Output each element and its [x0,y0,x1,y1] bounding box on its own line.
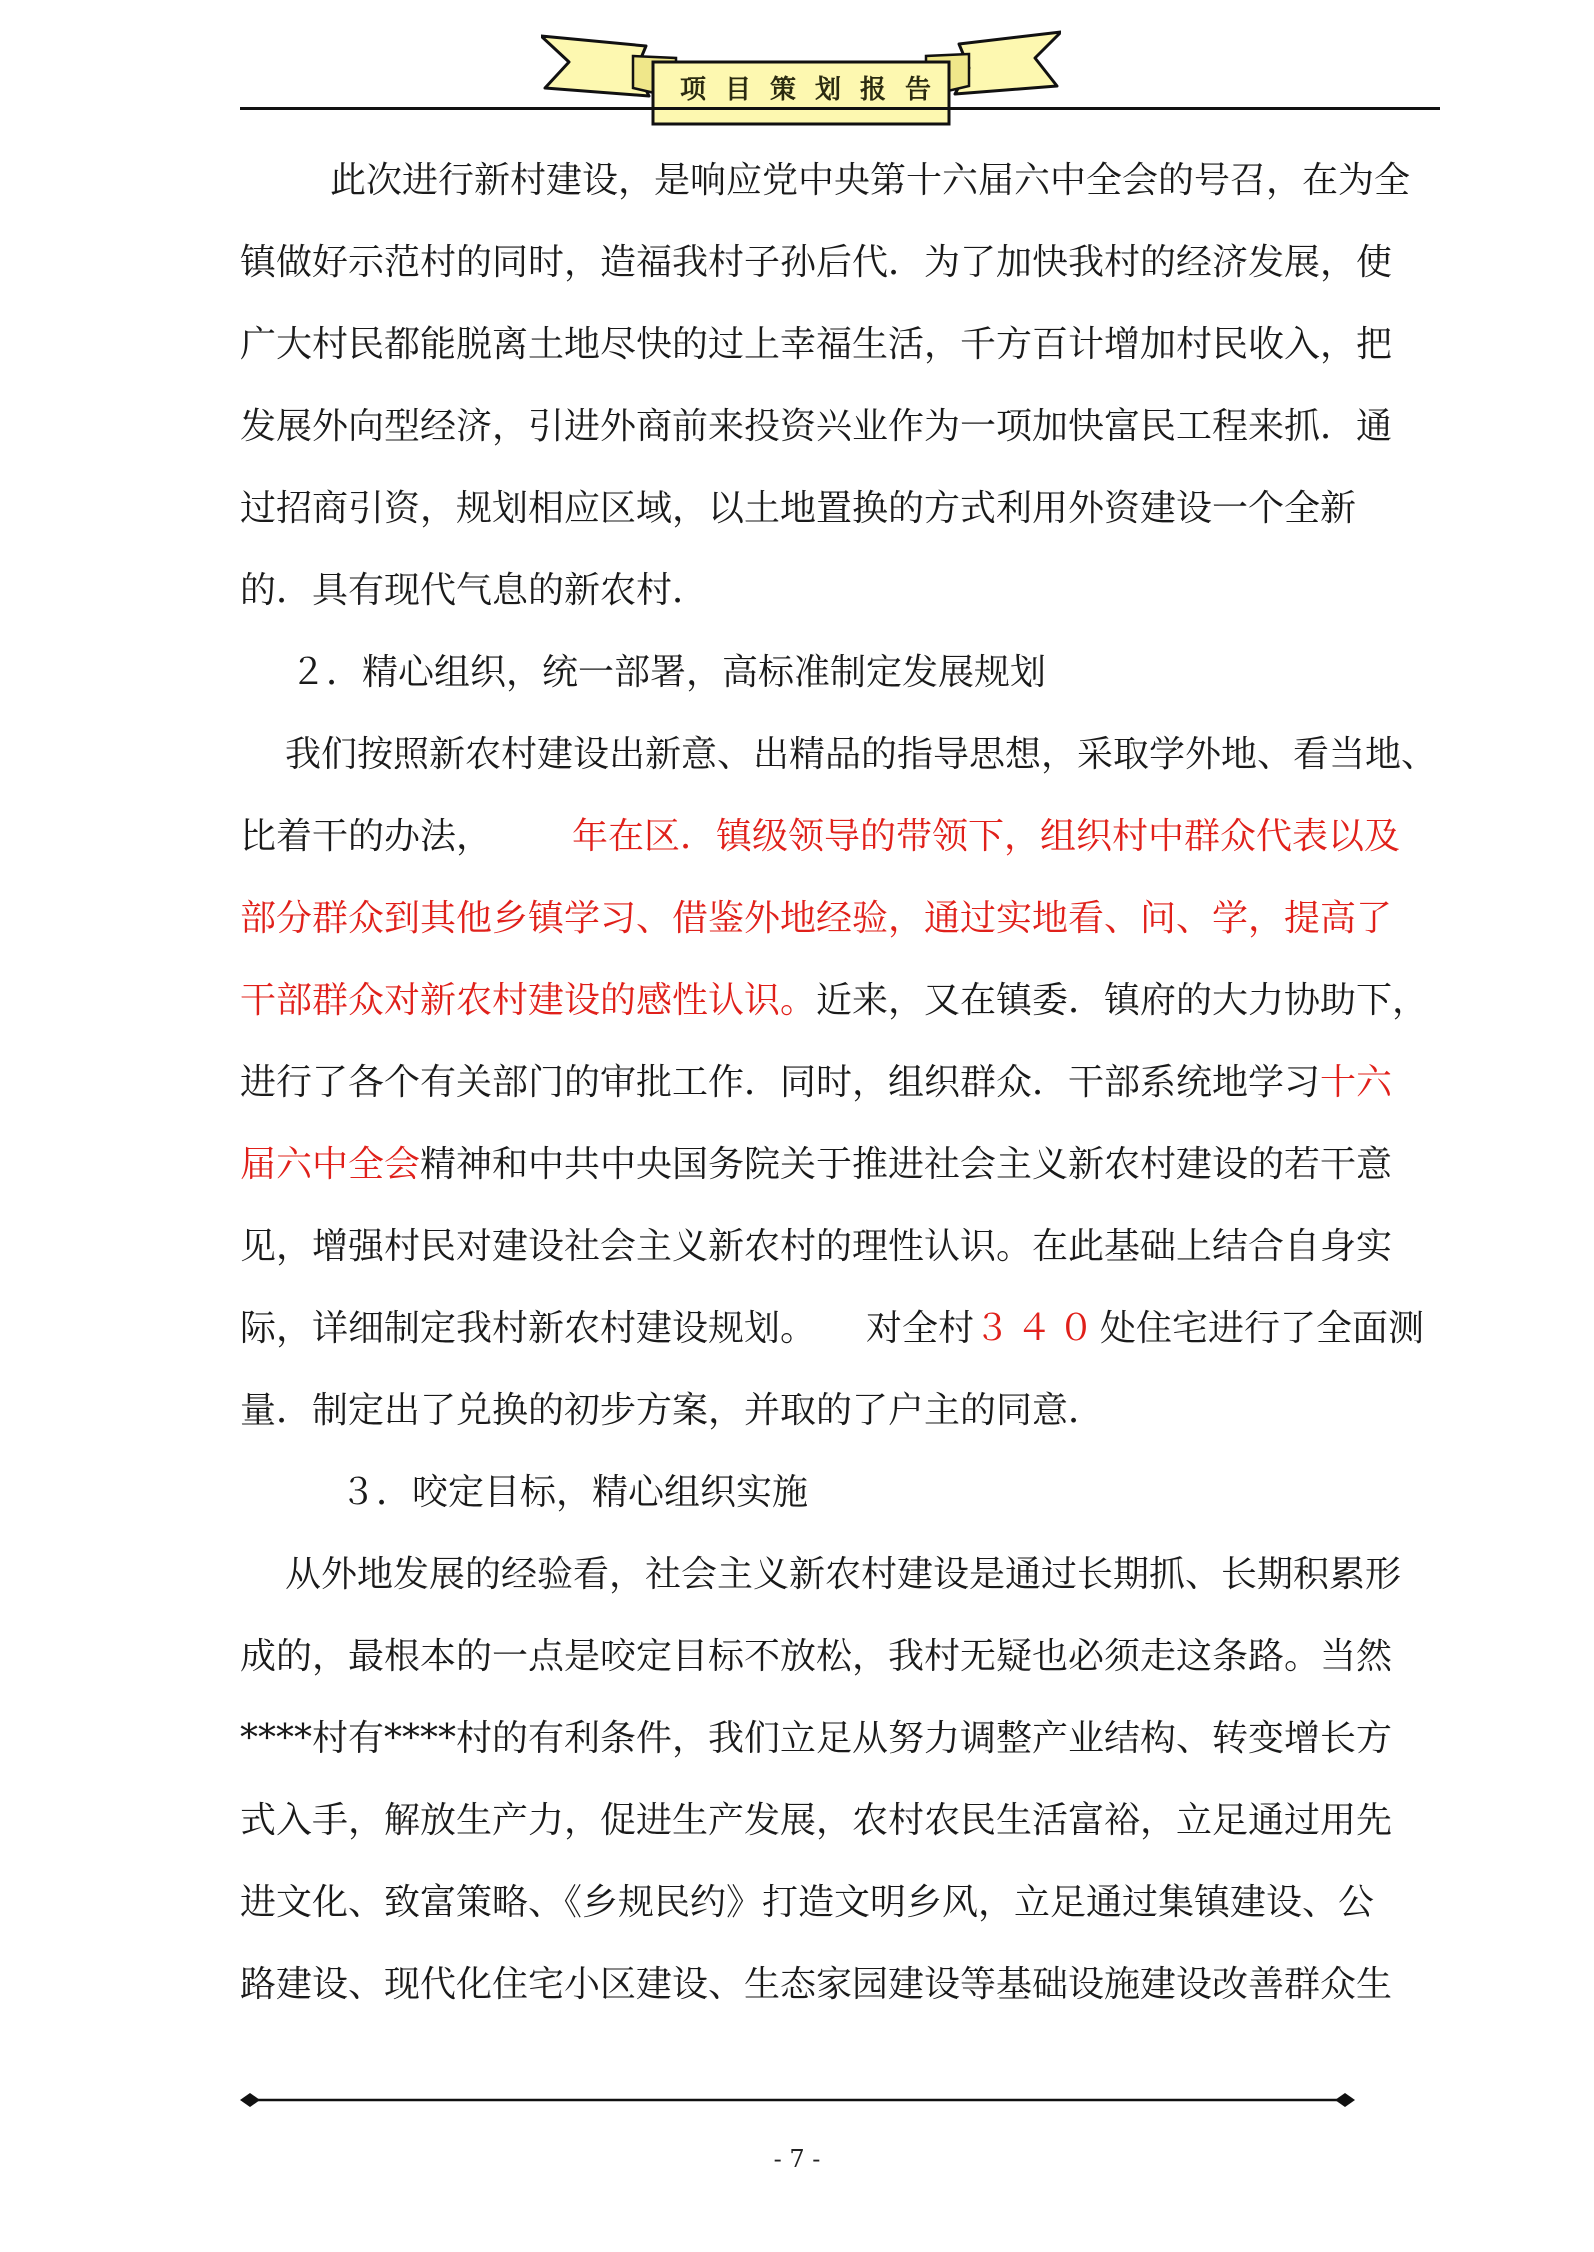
highlighted-text: 十六 [1320,1062,1393,1103]
section-heading-3: ３．咬定目标，精心组织实施 [340,1472,809,1513]
text-line [240,960,1440,1042]
text-line: 见，增强村民对建设社会主义新农村的理性认识。在此基础上结合自身实 [240,1226,1393,1267]
text-line: 我们按照新农村建设出新意、出精品的指导思想，采取学外地、看当地、 [285,734,1438,775]
section-heading-2: ２．精心组织，统一部署，高标准制定发展规划 [290,652,1047,693]
page-number: - 7 - [773,2145,821,2173]
text-line: 广大村民都能脱离土地尽快的过上幸福生活，千方百计增加村民收入，把 [240,324,1393,365]
text-span: 进行了各个有关部门的审批工作．同时，组织群众．干部系统地学习 [240,1062,1321,1103]
text-span: 对全村 [866,1308,975,1349]
text-line: 此次进行新村建设，是响应党中央第十六届六中全会的号召，在为全 [330,160,1411,201]
highlighted-number: ３４０ [974,1308,1101,1349]
text-line [240,1124,1440,1206]
footer-rule [240,2090,1355,2110]
text-line: 量．制定出了兑换的初步方案，并取的了户主的同意． [240,1390,1105,1431]
text-span: 近来，又在镇委．镇府的大力协助下， [816,980,1429,1021]
paragraph-1 [240,140,1440,632]
highlighted-text: 干部群众对新农村建设的感性认识。 [240,980,817,1021]
header-title: 项目策划报告 [680,75,951,105]
text-line: 路建设、现代化住宅小区建设、生态家园建设等基础设施建设改善群众生 [240,1964,1393,2005]
highlighted-text-line: 部分群众到其他乡镇学习、借鉴外地经验，通过实地看、问、学，提高了 [240,898,1393,939]
highlighted-text: 届六中全会 [240,1144,421,1185]
text-span: 比着干的办法， [240,816,493,857]
paragraph-3 [240,1534,1440,2026]
text-line: 的．具有现代气息的新农村． [240,570,709,611]
text-line: 发展外向型经济，引进外商前来投资兴业作为一项加快富民工程来抓．通 [240,406,1393,447]
text-line: ****村有****村的有利条件，我们立足从努力调整产业结构、转变增长方 [240,1718,1393,1759]
text-line [240,1288,1440,1370]
text-line: 从外地发展的经验看，社会主义新农村建设是通过长期抓、长期积累形 [285,1554,1402,1595]
highlighted-text: 年在区．镇级领导的带领下，组织村中群众代表以及 [572,816,1401,857]
paragraph-2 [240,714,1440,1452]
text-line [240,1042,1440,1124]
text-line: 过招商引资，规划相应区域，以土地置换的方式利用外资建设一个全新 [240,488,1357,529]
header-rule [240,107,1440,110]
text-line [240,796,1440,878]
document-body [240,140,1440,2026]
text-span: 际，详细制定我村新农村建设规划。 [240,1308,817,1349]
text-span: 精神和中共中央国务院关于推进社会主义新农村建设的若干意 [420,1144,1393,1185]
text-line: 式入手，解放生产力，促进生产发展，农村农民生活富裕，立足通过用先 [240,1800,1393,1841]
text-line: 成的，最根本的一点是咬定目标不放松，我村无疑也必须走这条路。当然 [240,1636,1393,1677]
text-line: 镇做好示范村的同时，造福我村子孙后代．为了加快我村的经济发展，使 [240,242,1393,283]
text-span: 处住宅进行了全面测 [1100,1308,1425,1349]
text-line: 进文化、致富策略、《乡规民约》打造文明乡风，立足通过集镇建设、公 [240,1882,1375,1923]
